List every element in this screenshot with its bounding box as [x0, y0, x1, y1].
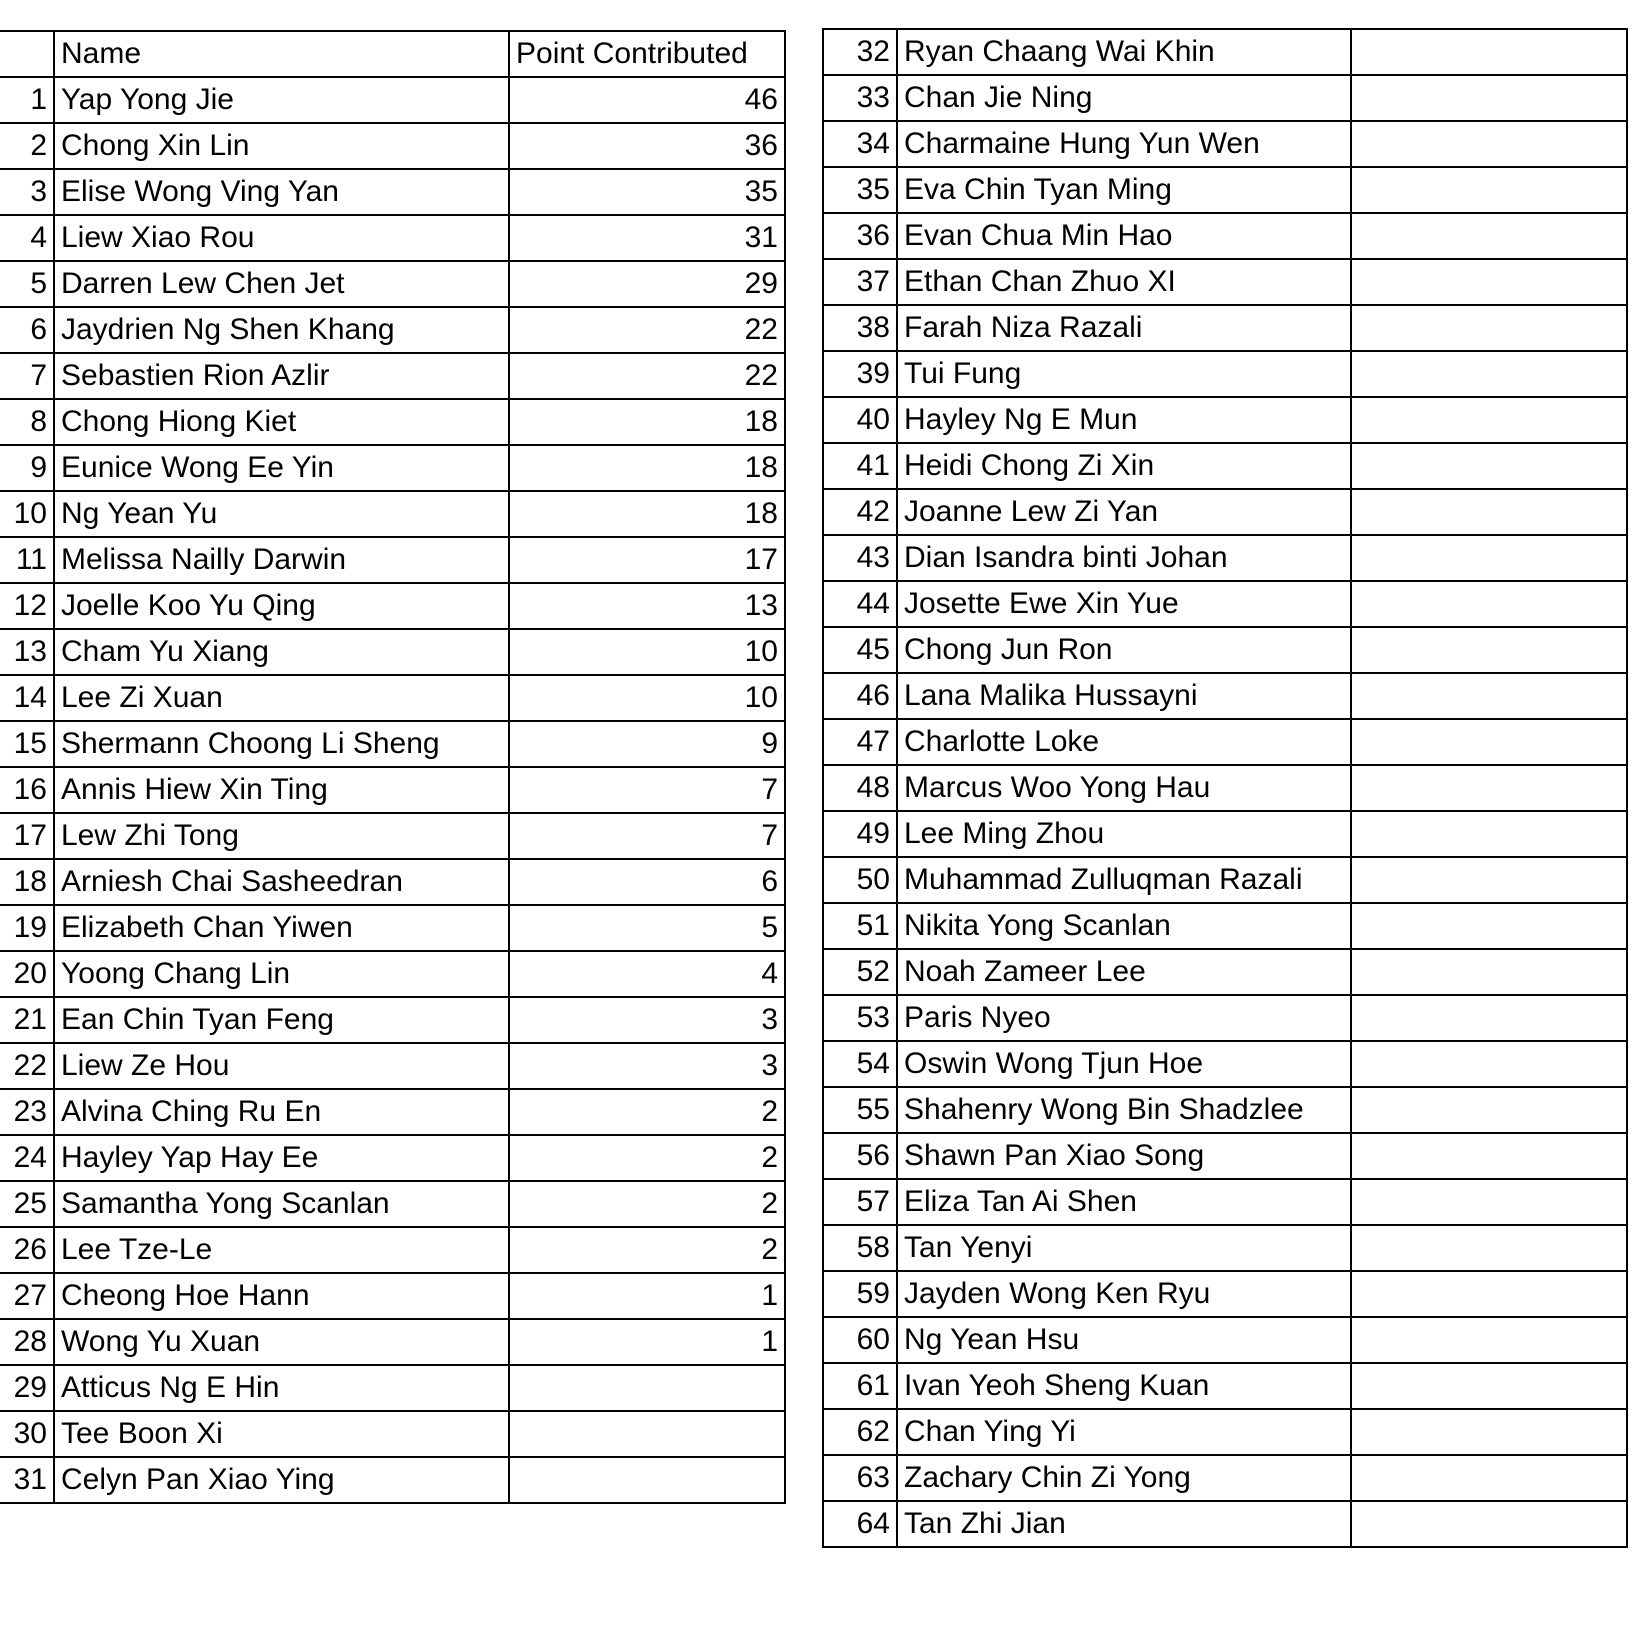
row-points: [1351, 995, 1627, 1041]
row-points: 18: [509, 445, 785, 491]
row-number: 4: [0, 215, 54, 261]
row-points: [1351, 167, 1627, 213]
table-row: [0, 859, 785, 905]
table-row: [0, 1365, 785, 1411]
row-points: 46: [509, 77, 785, 123]
row-name: Shawn Pan Xiao Song: [897, 1133, 1351, 1179]
row-number: 31: [0, 1457, 54, 1503]
row-points: 10: [509, 629, 785, 675]
row-number: 5: [0, 261, 54, 307]
row-number: 19: [0, 905, 54, 951]
row-points: [1351, 811, 1627, 857]
table-row: [0, 1089, 785, 1135]
row-points: 2: [509, 1227, 785, 1273]
table-row: [0, 77, 785, 123]
header-row: [0, 31, 785, 77]
row-number: 55: [823, 1087, 897, 1133]
row-points: [1351, 719, 1627, 765]
table-row: [0, 537, 785, 583]
row-name: Tui Fung: [897, 351, 1351, 397]
row-number: 35: [823, 167, 897, 213]
row-number: 54: [823, 1041, 897, 1087]
points-table-left: [0, 30, 786, 1504]
row-number: 37: [823, 259, 897, 305]
row-points: [1351, 1041, 1627, 1087]
row-name: Joanne Lew Zi Yan: [897, 489, 1351, 535]
row-points: 7: [509, 767, 785, 813]
row-name: Evan Chua Min Hao: [897, 213, 1351, 259]
table-row: [823, 75, 1627, 121]
row-points: [1351, 1501, 1627, 1547]
row-name: Hayley Yap Hay Ee: [54, 1135, 509, 1181]
row-points: [1351, 1455, 1627, 1501]
row-number: 49: [823, 811, 897, 857]
table-row: [0, 1319, 785, 1365]
row-name: Lee Tze-Le: [54, 1227, 509, 1273]
row-number: 60: [823, 1317, 897, 1363]
table-row: [823, 259, 1627, 305]
row-number: 7: [0, 353, 54, 399]
row-number: 27: [0, 1273, 54, 1319]
table-row: [823, 765, 1627, 811]
table-row: [823, 167, 1627, 213]
row-points: 18: [509, 399, 785, 445]
row-points: 36: [509, 123, 785, 169]
row-name: Charmaine Hung Yun Wen: [897, 121, 1351, 167]
row-number: 25: [0, 1181, 54, 1227]
row-name: Melissa Nailly Darwin: [54, 537, 509, 583]
row-name: Samantha Yong Scanlan: [54, 1181, 509, 1227]
row-number: 34: [823, 121, 897, 167]
row-points: [1351, 765, 1627, 811]
row-number: 44: [823, 581, 897, 627]
row-number: 45: [823, 627, 897, 673]
table-row: [823, 1041, 1627, 1087]
table-row: [0, 169, 785, 215]
table-row: [0, 1181, 785, 1227]
table-row: [823, 627, 1627, 673]
row-points: 9: [509, 721, 785, 767]
table-row: [823, 581, 1627, 627]
row-number: 48: [823, 765, 897, 811]
row-name: Liew Ze Hou: [54, 1043, 509, 1089]
table-row: [0, 583, 785, 629]
table-row: [823, 1179, 1627, 1225]
row-name: Dian Isandra binti Johan: [897, 535, 1351, 581]
row-number: 29: [0, 1365, 54, 1411]
row-name: Sebastien Rion Azlir: [54, 353, 509, 399]
row-name: Elise Wong Ving Yan: [54, 169, 509, 215]
row-number: 15: [0, 721, 54, 767]
row-number: 39: [823, 351, 897, 397]
row-number: 10: [0, 491, 54, 537]
row-name: Atticus Ng E Hin: [54, 1365, 509, 1411]
row-points: [1351, 29, 1627, 75]
row-name: Chong Jun Ron: [897, 627, 1351, 673]
row-name: Hayley Ng E Mun: [897, 397, 1351, 443]
left-table-body: [0, 77, 785, 1503]
row-number: 51: [823, 903, 897, 949]
row-points: 2: [509, 1181, 785, 1227]
table-row: [0, 399, 785, 445]
row-number: 59: [823, 1271, 897, 1317]
row-points: 1: [509, 1319, 785, 1365]
row-name: Jaydrien Ng Shen Khang: [54, 307, 509, 353]
table-row: [0, 767, 785, 813]
table-row: [0, 1135, 785, 1181]
row-number: 20: [0, 951, 54, 997]
table-row: [0, 629, 785, 675]
row-points: 1: [509, 1273, 785, 1319]
row-name: Joelle Koo Yu Qing: [54, 583, 509, 629]
row-name: Josette Ewe Xin Yue: [897, 581, 1351, 627]
table-row: [0, 1227, 785, 1273]
table-row: [0, 997, 785, 1043]
row-number: 53: [823, 995, 897, 1041]
row-points: [1351, 1133, 1627, 1179]
row-name: Nikita Yong Scanlan: [897, 903, 1351, 949]
row-points: [1351, 903, 1627, 949]
row-name: Darren Lew Chen Jet: [54, 261, 509, 307]
table-row: [0, 123, 785, 169]
row-points: 2: [509, 1135, 785, 1181]
table-row: [823, 857, 1627, 903]
row-name: Ryan Chaang Wai Khin: [897, 29, 1351, 75]
row-points: 2: [509, 1089, 785, 1135]
row-number: 1: [0, 77, 54, 123]
row-name: Jayden Wong Ken Ryu: [897, 1271, 1351, 1317]
row-points: 3: [509, 997, 785, 1043]
table-row: [823, 1087, 1627, 1133]
row-points: [1351, 397, 1627, 443]
row-number: 22: [0, 1043, 54, 1089]
table-row: [823, 351, 1627, 397]
row-number: 63: [823, 1455, 897, 1501]
row-points: [1351, 1087, 1627, 1133]
row-name: Wong Yu Xuan: [54, 1319, 509, 1365]
row-name: Yoong Chang Lin: [54, 951, 509, 997]
table-row: [823, 719, 1627, 765]
row-points: [509, 1411, 785, 1457]
row-name: Cheong Hoe Hann: [54, 1273, 509, 1319]
row-name: Lew Zhi Tong: [54, 813, 509, 859]
table-row: [0, 1457, 785, 1503]
row-name: Ng Yean Yu: [54, 491, 509, 537]
row-name: Elizabeth Chan Yiwen: [54, 905, 509, 951]
row-points: [1351, 1271, 1627, 1317]
row-name: Oswin Wong Tjun Hoe: [897, 1041, 1351, 1087]
table-row: [823, 903, 1627, 949]
row-points: [1351, 1179, 1627, 1225]
table-row: [823, 1271, 1627, 1317]
row-number: 26: [0, 1227, 54, 1273]
table-row: [0, 1043, 785, 1089]
table-row: [0, 905, 785, 951]
row-number: 6: [0, 307, 54, 353]
table-row: [823, 443, 1627, 489]
row-points: 22: [509, 353, 785, 399]
row-name: Chan Jie Ning: [897, 75, 1351, 121]
row-name: Lee Zi Xuan: [54, 675, 509, 721]
row-number: 2: [0, 123, 54, 169]
table-row: [0, 353, 785, 399]
table-row: [0, 445, 785, 491]
row-points: 4: [509, 951, 785, 997]
row-points: 10: [509, 675, 785, 721]
table-row: [0, 813, 785, 859]
row-points: 6: [509, 859, 785, 905]
row-points: 35: [509, 169, 785, 215]
row-name: Lana Malika Hussayni: [897, 673, 1351, 719]
row-name: Heidi Chong Zi Xin: [897, 443, 1351, 489]
row-name: Ivan Yeoh Sheng Kuan: [897, 1363, 1351, 1409]
row-points: [1351, 1317, 1627, 1363]
row-name: Lee Ming Zhou: [897, 811, 1351, 857]
row-name: Chong Xin Lin: [54, 123, 509, 169]
table-row: [823, 1455, 1627, 1501]
table-row: [823, 397, 1627, 443]
row-name: Tan Yenyi: [897, 1225, 1351, 1271]
table-row: [823, 1363, 1627, 1409]
row-points: 13: [509, 583, 785, 629]
row-name: Ethan Chan Zhuo XI: [897, 259, 1351, 305]
row-number: 58: [823, 1225, 897, 1271]
row-number: 42: [823, 489, 897, 535]
row-name: Cham Yu Xiang: [54, 629, 509, 675]
row-number: 61: [823, 1363, 897, 1409]
table-row: [823, 995, 1627, 1041]
row-name: Eva Chin Tyan Ming: [897, 167, 1351, 213]
row-number: 57: [823, 1179, 897, 1225]
row-number: 3: [0, 169, 54, 215]
row-number: 52: [823, 949, 897, 995]
table-row: [823, 811, 1627, 857]
row-points: [1351, 351, 1627, 397]
table-row: [823, 305, 1627, 351]
row-points: 22: [509, 307, 785, 353]
table-row: [0, 1411, 785, 1457]
row-number: 32: [823, 29, 897, 75]
table-row: [823, 1133, 1627, 1179]
row-name: Shahenry Wong Bin Shadzlee: [897, 1087, 1351, 1133]
row-number: 11: [0, 537, 54, 583]
row-points: [1351, 121, 1627, 167]
row-points: 18: [509, 491, 785, 537]
row-points: [1351, 627, 1627, 673]
table-row: [823, 1225, 1627, 1271]
row-name: Ean Chin Tyan Feng: [54, 997, 509, 1043]
header-points: Point Contributed: [509, 31, 785, 77]
row-name: Liew Xiao Rou: [54, 215, 509, 261]
row-points: [1351, 949, 1627, 995]
row-points: [1351, 673, 1627, 719]
table-row: [0, 215, 785, 261]
row-number: 14: [0, 675, 54, 721]
row-name: Eunice Wong Ee Yin: [54, 445, 509, 491]
table-row: [823, 1501, 1627, 1547]
row-points: [1351, 75, 1627, 121]
row-number: 46: [823, 673, 897, 719]
row-number: 28: [0, 1319, 54, 1365]
table-row: [0, 307, 785, 353]
row-points: [1351, 535, 1627, 581]
table-row: [0, 675, 785, 721]
row-number: 24: [0, 1135, 54, 1181]
row-number: 9: [0, 445, 54, 491]
row-name: Farah Niza Razali: [897, 305, 1351, 351]
table-row: [823, 949, 1627, 995]
row-name: Chong Hiong Kiet: [54, 399, 509, 445]
row-name: Zachary Chin Zi Yong: [897, 1455, 1351, 1501]
row-number: 33: [823, 75, 897, 121]
row-number: 41: [823, 443, 897, 489]
table-row: [823, 121, 1627, 167]
row-number: 18: [0, 859, 54, 905]
row-number: 56: [823, 1133, 897, 1179]
row-name: Alvina Ching Ru En: [54, 1089, 509, 1135]
row-name: Yap Yong Jie: [54, 77, 509, 123]
row-name: Arniesh Chai Sasheedran: [54, 859, 509, 905]
row-name: Charlotte Loke: [897, 719, 1351, 765]
table-row: [823, 1409, 1627, 1455]
row-name: Tan Zhi Jian: [897, 1501, 1351, 1547]
row-points: 29: [509, 261, 785, 307]
row-points: [1351, 1409, 1627, 1455]
row-points: [1351, 1225, 1627, 1271]
row-number: 40: [823, 397, 897, 443]
row-points: [509, 1457, 785, 1503]
table-row: [823, 489, 1627, 535]
table-row: [823, 673, 1627, 719]
row-number: 17: [0, 813, 54, 859]
table-row: [823, 535, 1627, 581]
row-number: 64: [823, 1501, 897, 1547]
table-row: [0, 491, 785, 537]
row-number: 50: [823, 857, 897, 903]
row-name: Celyn Pan Xiao Ying: [54, 1457, 509, 1503]
row-number: 38: [823, 305, 897, 351]
row-name: Muhammad Zulluqman Razali: [897, 857, 1351, 903]
row-name: Shermann Choong Li Sheng: [54, 721, 509, 767]
row-points: 31: [509, 215, 785, 261]
right-table-body: [823, 29, 1627, 1547]
row-number: 30: [0, 1411, 54, 1457]
row-number: 21: [0, 997, 54, 1043]
row-name: Annis Hiew Xin Ting: [54, 767, 509, 813]
row-number: 23: [0, 1089, 54, 1135]
header-name: Name: [54, 31, 509, 77]
table-row: [0, 951, 785, 997]
table-row: [823, 1317, 1627, 1363]
table-row: [823, 213, 1627, 259]
row-points: [1351, 581, 1627, 627]
row-points: [1351, 489, 1627, 535]
row-name: Eliza Tan Ai Shen: [897, 1179, 1351, 1225]
row-points: [1351, 1363, 1627, 1409]
row-name: Paris Nyeo: [897, 995, 1351, 1041]
row-points: 5: [509, 905, 785, 951]
header-number: [0, 31, 54, 77]
row-number: 8: [0, 399, 54, 445]
row-number: 13: [0, 629, 54, 675]
table-row: [0, 721, 785, 767]
row-name: Chan Ying Yi: [897, 1409, 1351, 1455]
row-points: [1351, 259, 1627, 305]
row-name: Tee Boon Xi: [54, 1411, 509, 1457]
row-points: 7: [509, 813, 785, 859]
row-points: [509, 1365, 785, 1411]
row-points: [1351, 305, 1627, 351]
row-points: 17: [509, 537, 785, 583]
row-points: [1351, 857, 1627, 903]
row-name: Marcus Woo Yong Hau: [897, 765, 1351, 811]
row-points: [1351, 443, 1627, 489]
row-name: Ng Yean Hsu: [897, 1317, 1351, 1363]
row-points: [1351, 213, 1627, 259]
table-row: [823, 29, 1627, 75]
row-number: 36: [823, 213, 897, 259]
table-row: [0, 1273, 785, 1319]
table-row: [0, 261, 785, 307]
row-number: 43: [823, 535, 897, 581]
row-number: 12: [0, 583, 54, 629]
row-number: 47: [823, 719, 897, 765]
points-table-right: [822, 28, 1628, 1548]
row-number: 62: [823, 1409, 897, 1455]
row-number: 16: [0, 767, 54, 813]
row-name: Noah Zameer Lee: [897, 949, 1351, 995]
row-points: 3: [509, 1043, 785, 1089]
